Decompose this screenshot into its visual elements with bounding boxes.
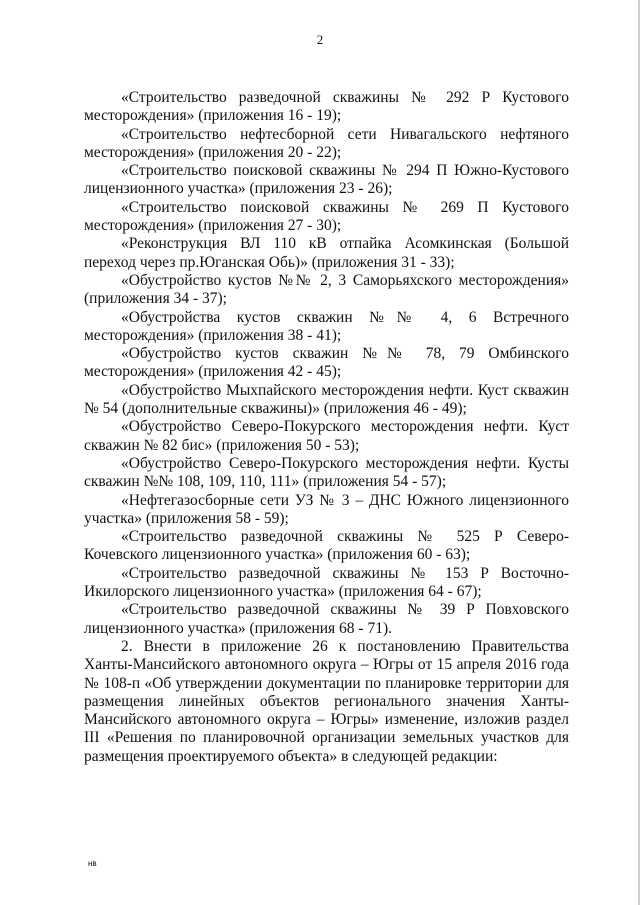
- paragraph: «Реконструкция ВЛ 110 кВ отпайка Асомкинская (Большой переход через пр.Юганская Обь)» (приложения 31 - 33);: [84, 235, 569, 271]
- paragraph: «Обустройство кустов скважин №№ 78, 79 Омбинского месторождения» (приложения 42 - 45);: [84, 345, 569, 381]
- paragraph: «Обустройство кустов №№ 2, 3 Саморьяхского месторождения» (приложения 34 - 37);: [84, 271, 569, 308]
- paragraph: «Обустройство Северо-Покурского месторождения нефти. Кусты скважин №№ 108, 109, 110, 111» (приложения 54 - 57);: [84, 454, 569, 491]
- paragraph-amendment: 2. Внести в приложение 26 к постановлению Правительства Ханты-Мансийского автономного округа – Югры от 15 апреля 2016 года № 108-п «Об утверждении документации по планировке территории для размещения линейных объектов регионального значения Ханты-Мансийского автономного округа – Югры» изменение, изложив раздел III «Решения по планировочной организации земельных участков для размещения проектируемого объекта» в следующей редакции:: [84, 637, 569, 765]
- paragraph: «Строительство поисковой скважины № 269 П Кустового месторождения» (приложения 27 - 30);: [84, 198, 569, 235]
- footer-initials: нв: [88, 859, 97, 868]
- document-body: [84, 89, 569, 766]
- paragraph: «Обустройство Мыхпайского месторождения нефти. Куст скважин № 54 (дополнительные скважины)» (приложения 46 - 49);: [84, 381, 569, 418]
- paragraph: «Обустройства кустов скважин №№ 4, 6 Встречного месторождения» (приложения 38 - 41);: [84, 308, 569, 344]
- paragraph: «Строительство разведочной скважины № 153 Р Восточно-Икилорского лицензионного участка» (приложения 64 - 67);: [84, 564, 569, 601]
- paragraph: «Строительство разведочной скважины № 39 Р Повховского лицензионного участка» (приложения 68 - 71).: [84, 601, 569, 637]
- paragraph: «Обустройство Северо-Покурского месторождения нефти. Куст скважин № 82 бис» (приложения 50 - 53);: [84, 418, 569, 454]
- page-number: 2: [316, 32, 324, 47]
- paragraph: «Строительство поисковой скважины № 294 П Южно-Кустового лицензионного участка» (приложения 23 - 26);: [84, 162, 569, 198]
- paragraph: «Строительство разведочной скважины № 292 Р Кустового месторождения» (приложения 16 - 19);: [84, 89, 569, 125]
- paragraph: «Нефтегазосборные сети УЗ № 3 – ДНС Южного лицензионного участка» (приложения 58 - 59);: [84, 491, 569, 527]
- paragraph: «Строительство нефтесборной сети Нивагальского нефтяного месторождения» (приложения 20 - 22);: [84, 125, 569, 161]
- paragraph: «Строительство разведочной скважины № 525 Р Северо-Кочевского лицензионного участка» (приложения 60 - 63);: [84, 528, 569, 564]
